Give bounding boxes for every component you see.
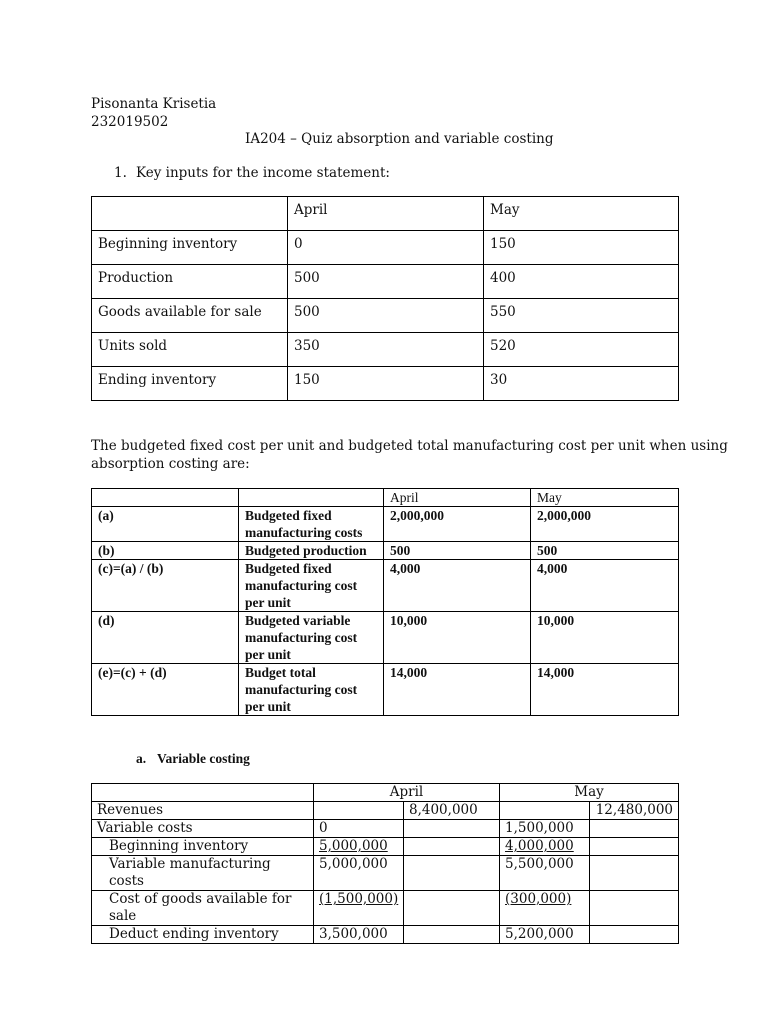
- table-row: [92, 367, 679, 401]
- may-value: 14,000: [531, 664, 679, 716]
- april-value: 5,000,000: [314, 838, 404, 856]
- author-name: Pisonanta Krisetia: [91, 96, 217, 112]
- may-value: 550: [484, 299, 679, 333]
- row-label: Ending inventory: [92, 367, 288, 401]
- table-row: [92, 856, 679, 891]
- row-label: Variable manufacturing costs: [92, 856, 314, 891]
- april-value: 14,000: [384, 664, 531, 716]
- month-header-april: April: [314, 784, 500, 802]
- header-cell: [92, 197, 288, 231]
- row-label: Goods available for sale: [92, 299, 288, 333]
- question-number: 1.: [114, 165, 127, 181]
- table-row: [92, 926, 679, 944]
- table-row: [92, 333, 679, 367]
- april-value: (1,500,000): [314, 891, 404, 926]
- row-label: Production: [92, 265, 288, 299]
- april-value: 500: [288, 265, 484, 299]
- april-value: 10,000: [384, 612, 531, 664]
- header-cell: May: [484, 197, 679, 231]
- table-row: [92, 612, 679, 664]
- row-label: Variable costs: [92, 820, 314, 838]
- variable-costing-table: [91, 783, 679, 944]
- may-value: (300,000): [500, 891, 590, 926]
- table-row: [92, 838, 679, 856]
- month-header-may: May: [500, 784, 679, 802]
- table-row: [92, 891, 679, 926]
- may-value: 30: [484, 367, 679, 401]
- row-label: Units sold: [92, 333, 288, 367]
- may-value: 5,200,000: [500, 926, 590, 944]
- april-value: 500: [288, 299, 484, 333]
- may-value: 500: [531, 542, 679, 560]
- row-label: Budgeted production: [239, 542, 384, 560]
- header-cell: May: [531, 489, 679, 507]
- header-cell: [92, 489, 239, 507]
- section-a-title: Variable costing: [157, 751, 250, 766]
- question-label: Key inputs for the income statement:: [136, 165, 390, 181]
- row-label: Revenues: [92, 802, 314, 820]
- row-label: Deduct ending inventory: [92, 926, 314, 944]
- table-row: [92, 542, 679, 560]
- row-label: Beginning inventory: [92, 838, 314, 856]
- student-id: 232019502: [91, 114, 169, 130]
- may-value: 520: [484, 333, 679, 367]
- header-cell: [239, 489, 384, 507]
- april-value: 0: [288, 231, 484, 265]
- table-row: [92, 802, 679, 820]
- row-label: Budgeted fixed manufacturing cost per unit: [239, 560, 384, 612]
- table-header-row: [92, 197, 679, 231]
- april-value: 2,000,000: [384, 507, 531, 542]
- row-label: Budgeted variable manufacturing cost per unit: [239, 612, 384, 664]
- absorption-costing-table: [91, 488, 679, 716]
- table-row: [92, 231, 679, 265]
- april-total: 8,400,000: [404, 802, 500, 820]
- document-title: IA204 – Quiz absorption and variable costing: [245, 131, 554, 147]
- row-code: (e)=(c) + (d): [92, 664, 239, 716]
- row-label: Cost of goods available for sale: [92, 891, 314, 926]
- header-cell: April: [288, 197, 484, 231]
- may-value: 10,000: [531, 612, 679, 664]
- section-a-label: a.: [136, 751, 147, 766]
- row-label: Budget total manufacturing cost per unit: [239, 664, 384, 716]
- table-row: [92, 664, 679, 716]
- may-value: 4,000,000: [500, 838, 590, 856]
- may-value: 150: [484, 231, 679, 265]
- april-value: 500: [384, 542, 531, 560]
- row-label: Budgeted fixed manufacturing costs: [239, 507, 384, 542]
- table-header-row: [92, 489, 679, 507]
- table-row: [92, 265, 679, 299]
- may-value: 2,000,000: [531, 507, 679, 542]
- may-value: 1,500,000: [500, 820, 590, 838]
- key-inputs-table: [91, 196, 679, 401]
- row-code: (b): [92, 542, 239, 560]
- table-row: [92, 507, 679, 542]
- may-value: 4,000: [531, 560, 679, 612]
- april-value: 3,500,000: [314, 926, 404, 944]
- april-value: 4,000: [384, 560, 531, 612]
- may-value: 400: [484, 265, 679, 299]
- row-code: (d): [92, 612, 239, 664]
- paragraph-line-2: absorption costing are:: [91, 456, 250, 472]
- may-total: 12,480,000: [590, 802, 679, 820]
- table-row: [92, 560, 679, 612]
- april-value: 350: [288, 333, 484, 367]
- row-code: (c)=(a) / (b): [92, 560, 239, 612]
- may-value: 5,500,000: [500, 856, 590, 891]
- table-row: [92, 299, 679, 333]
- table-row: [92, 820, 679, 838]
- table-header-row: [92, 784, 679, 802]
- paragraph-line-1: The budgeted fixed cost per unit and budgeted total manufacturing cost per unit when using: [91, 438, 728, 454]
- header-cell: April: [384, 489, 531, 507]
- april-value: 150: [288, 367, 484, 401]
- april-value: 5,000,000: [314, 856, 404, 891]
- april-value: 0: [314, 820, 404, 838]
- row-code: (a): [92, 507, 239, 542]
- row-label: Beginning inventory: [92, 231, 288, 265]
